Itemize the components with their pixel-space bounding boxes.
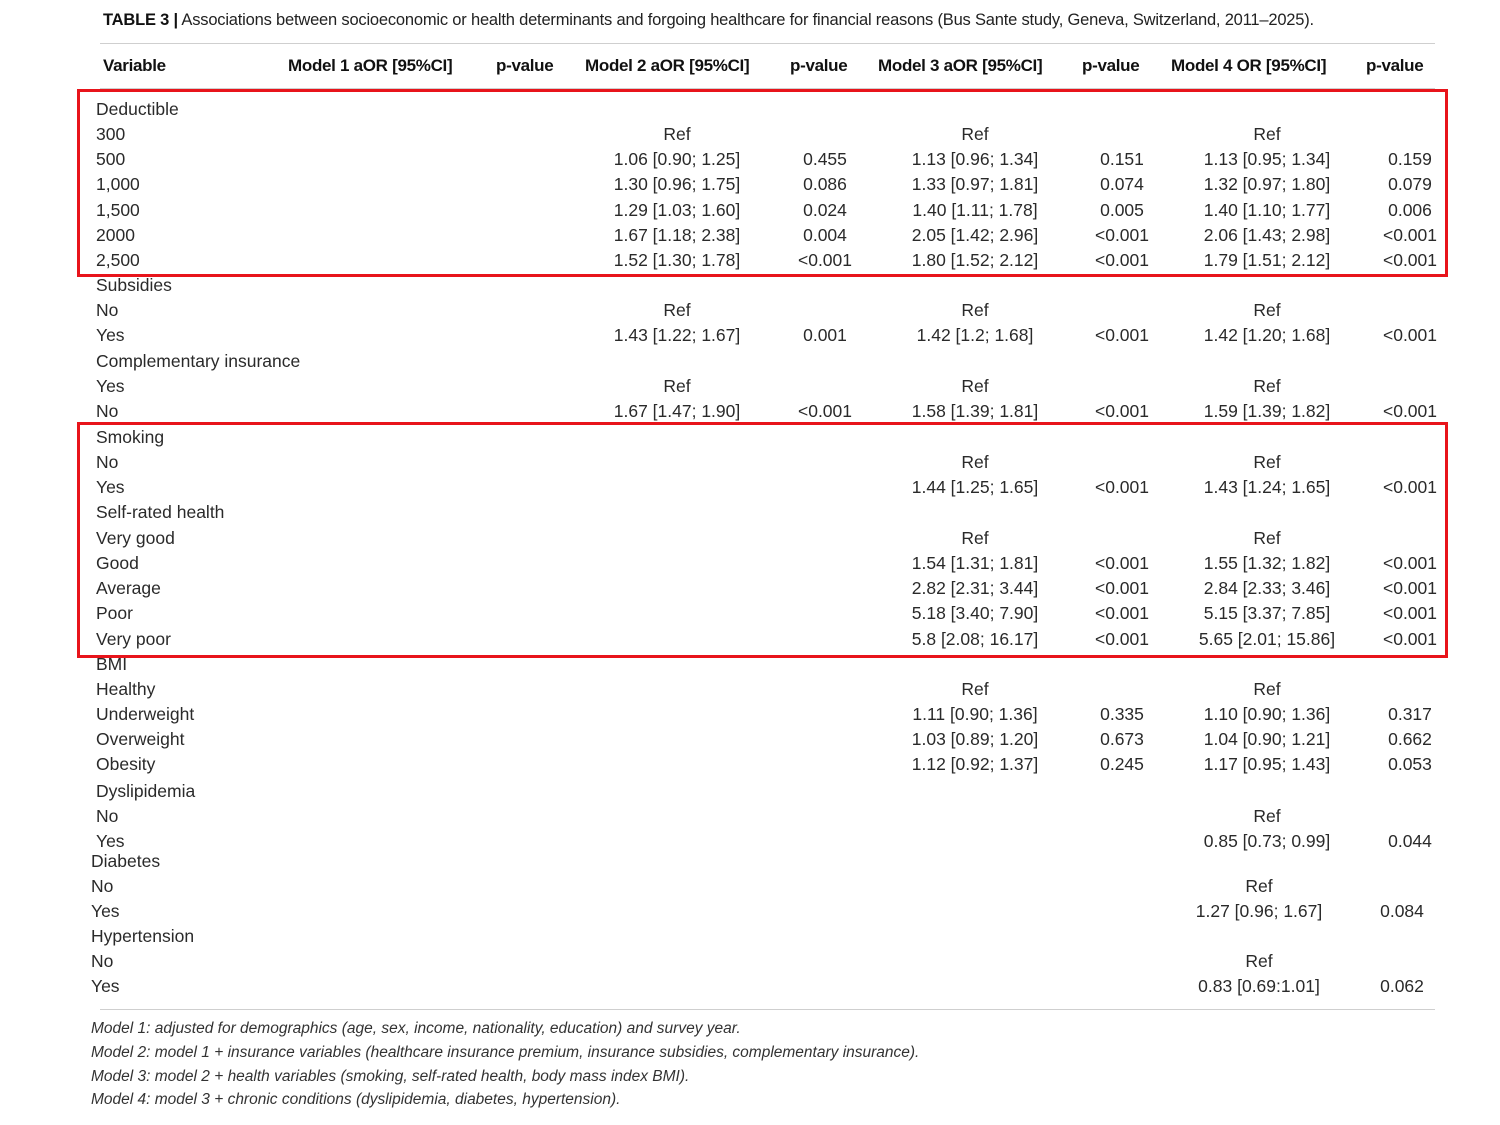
model4-or-cell: 5.65 [2.01; 15.86] — [1198, 629, 1336, 649]
variable-cell: Yes — [91, 976, 120, 996]
variable-cell: No — [96, 806, 119, 826]
model3-pvalue-cell: 0.005 — [1100, 200, 1144, 220]
variable-cell: 300 — [96, 124, 126, 144]
footnote-model2: Model 2: model 1 + insurance variables (healthcare insurance premium, insurance subsidies, complementary insurance). — [91, 1044, 920, 1061]
header-p3: p-value — [1082, 56, 1140, 75]
model3-aor-cell: 1.13 [0.96; 1.34] — [911, 149, 1039, 169]
model4-pvalue-cell: 0.159 — [1388, 149, 1432, 169]
model3-aor-cell: Ref — [961, 376, 989, 396]
header-model1: Model 1 aOR [95%CI] — [288, 56, 453, 75]
model3-pvalue-cell: <0.001 — [1094, 578, 1150, 598]
model3-aor-cell: 5.8 [2.08; 16.17] — [911, 629, 1039, 649]
model3-aor-cell: Ref — [961, 528, 989, 548]
table-row — [0, 702, 1500, 727]
header-p2: p-value — [790, 56, 848, 75]
model3-aor-cell: 2.05 [1.42; 2.96] — [911, 225, 1039, 245]
model2-aor-cell: 1.67 [1.18; 2.38] — [613, 225, 741, 245]
footnote-model1: Model 1: adjusted for demographics (age, sex, income, nationality, education) and survey year. — [91, 1020, 741, 1037]
model2-pvalue-cell: <0.001 — [797, 401, 853, 421]
header-model3: Model 3 aOR [95%CI] — [878, 56, 1043, 75]
variable-cell: Poor — [96, 603, 133, 623]
model4-pvalue-cell: 0.062 — [1380, 976, 1424, 996]
model4-pvalue-cell: 0.662 — [1388, 729, 1432, 749]
footnote-model4: Model 4: model 3 + chronic conditions (dyslipidemia, diabetes, hypertension). — [91, 1091, 621, 1108]
model2-aor-cell: Ref — [663, 376, 691, 396]
model2-pvalue-cell: 0.455 — [803, 149, 847, 169]
variable-cell: Complementary insurance — [96, 351, 301, 371]
model3-pvalue-cell: <0.001 — [1094, 553, 1150, 573]
table-row — [0, 677, 1500, 702]
caption-rule — [100, 43, 1435, 44]
variable-cell: Overweight — [96, 729, 185, 749]
model2-aor-cell: 1.67 [1.47; 1.90] — [613, 401, 741, 421]
model3-aor-cell: Ref — [961, 124, 989, 144]
variable-cell: No — [91, 876, 114, 896]
model4-or-cell: Ref — [1253, 376, 1281, 396]
model4-pvalue-cell: <0.001 — [1382, 578, 1438, 598]
model4-pvalue-cell: 0.084 — [1380, 901, 1424, 921]
model4-or-cell: 2.84 [2.33; 3.46] — [1203, 578, 1331, 598]
variable-cell: Dyslipidemia — [96, 781, 196, 801]
model3-aor-cell: 1.03 [0.89; 1.20] — [911, 729, 1039, 749]
variable-cell: Hypertension — [91, 926, 195, 946]
variable-cell: No — [96, 401, 119, 421]
model2-pvalue-cell: 0.004 — [803, 225, 847, 245]
variable-cell: Good — [96, 553, 139, 573]
table-row — [0, 949, 1500, 974]
model3-pvalue-cell: 0.673 — [1100, 729, 1144, 749]
model3-pvalue-cell: <0.001 — [1094, 325, 1150, 345]
model4-or-cell: 5.15 [3.37; 7.85] — [1203, 603, 1331, 623]
model3-aor-cell: 1.33 [0.97; 1.81] — [911, 174, 1039, 194]
table-row — [0, 924, 1500, 949]
model3-aor-cell: 1.12 [0.92; 1.37] — [911, 754, 1039, 774]
model4-or-cell: Ref — [1253, 124, 1281, 144]
table-row — [0, 399, 1500, 424]
model4-or-cell: Ref — [1245, 951, 1273, 971]
model4-or-cell: 1.59 [1.39; 1.82] — [1203, 401, 1331, 421]
model4-or-cell: Ref — [1253, 679, 1281, 699]
model4-or-cell: 1.04 [0.90; 1.21] — [1203, 729, 1331, 749]
model4-pvalue-cell: <0.001 — [1382, 225, 1438, 245]
model4-or-cell: 1.13 [0.95; 1.34] — [1203, 149, 1331, 169]
highlight-box-health — [77, 422, 1448, 658]
table-row — [0, 899, 1500, 924]
model3-aor-cell: 1.40 [1.11; 1.78] — [912, 200, 1038, 220]
table-caption-label: TABLE 3 | — [103, 11, 178, 29]
model2-pvalue-cell: 0.024 — [803, 200, 847, 220]
model2-pvalue-cell: 0.001 — [803, 325, 847, 345]
variable-cell: 500 — [96, 149, 126, 169]
variable-cell: BMI — [96, 654, 128, 674]
variable-cell: Yes — [96, 477, 125, 497]
variable-cell: 2,500 — [96, 250, 140, 270]
table-row — [0, 779, 1500, 804]
header-p1: p-value — [496, 56, 554, 75]
variable-cell: Healthy — [96, 679, 156, 699]
table-caption — [103, 11, 1314, 30]
model4-or-cell: Ref — [1253, 806, 1281, 826]
variable-cell: Obesity — [96, 754, 156, 774]
model4-or-cell: Ref — [1253, 528, 1281, 548]
variable-cell: Very good — [96, 528, 175, 548]
table-row — [0, 874, 1500, 899]
footnote-model3: Model 3: model 2 + health variables (smoking, self-rated health, body mass index BMI). — [91, 1068, 690, 1085]
variable-cell: Yes — [96, 325, 125, 345]
model3-pvalue-cell: <0.001 — [1094, 603, 1150, 623]
variable-cell: 1,000 — [96, 174, 140, 194]
variable-cell: Yes — [91, 901, 120, 921]
model4-or-cell: 1.40 [1.10; 1.77] — [1203, 200, 1331, 220]
variable-cell: No — [96, 300, 119, 320]
model4-pvalue-cell: 0.006 — [1388, 200, 1432, 220]
model2-aor-cell: 1.30 [0.96; 1.75] — [613, 174, 741, 194]
model4-or-cell: 1.55 [1.32; 1.82] — [1203, 553, 1331, 573]
header-variable: Variable — [103, 56, 166, 75]
model2-aor-cell: 1.52 [1.30; 1.78] — [613, 250, 741, 270]
variable-cell: No — [96, 452, 119, 472]
variable-cell: Yes — [96, 376, 125, 396]
model2-aor-cell: 1.06 [0.90; 1.25] — [613, 149, 741, 169]
model3-aor-cell: 1.11 [0.90; 1.36] — [912, 704, 1038, 724]
model3-aor-cell: Ref — [961, 300, 989, 320]
model3-pvalue-cell: 0.151 — [1100, 149, 1144, 169]
model2-aor-cell: 1.43 [1.22; 1.67] — [613, 325, 741, 345]
model3-pvalue-cell: 0.074 — [1100, 174, 1144, 194]
model4-pvalue-cell: 0.079 — [1388, 174, 1432, 194]
model4-pvalue-cell: <0.001 — [1382, 629, 1438, 649]
header-model4: Model 4 OR [95%CI] — [1171, 56, 1327, 75]
variable-cell: Diabetes — [91, 851, 161, 871]
variable-cell: Yes — [96, 831, 125, 851]
model3-aor-cell: Ref — [961, 679, 989, 699]
table-row — [0, 974, 1500, 999]
model4-or-cell: 2.06 [1.43; 2.98] — [1203, 225, 1331, 245]
table-caption-text: Associations between socioeconomic or health determinants and forgoing healthcare for financial reasons (Bus Sante study, Geneva, Switzerland, 2011–2025). — [177, 11, 1314, 29]
header-model2: Model 2 aOR [95%CI] — [585, 56, 750, 75]
model4-pvalue-cell: <0.001 — [1382, 477, 1438, 497]
variable-cell: Subsidies — [96, 275, 172, 295]
model2-aor-cell: Ref — [663, 124, 691, 144]
variable-cell: Very poor — [96, 629, 171, 649]
model4-pvalue-cell: 0.053 — [1388, 754, 1432, 774]
model3-aor-cell: 1.58 [1.39; 1.81] — [911, 401, 1039, 421]
table-row — [0, 804, 1500, 829]
table-row — [0, 752, 1500, 777]
model3-aor-cell: 5.18 [3.40; 7.90] — [911, 603, 1039, 623]
model3-pvalue-cell: 0.335 — [1100, 704, 1144, 724]
model4-pvalue-cell: <0.001 — [1382, 325, 1438, 345]
model3-pvalue-cell: <0.001 — [1094, 225, 1150, 245]
table-row — [0, 727, 1500, 752]
model3-pvalue-cell: <0.001 — [1094, 629, 1150, 649]
model3-pvalue-cell: <0.001 — [1094, 250, 1150, 270]
variable-cell: Smoking — [96, 427, 165, 447]
variable-cell: 1,500 — [96, 200, 140, 220]
model3-aor-cell: 1.54 [1.31; 1.81] — [911, 553, 1039, 573]
model3-aor-cell: 1.80 [1.52; 2.12] — [911, 250, 1039, 270]
model4-pvalue-cell: <0.001 — [1382, 250, 1438, 270]
model3-aor-cell: 2.82 [2.31; 3.44] — [911, 578, 1039, 598]
variable-cell: Self-rated health — [96, 502, 225, 522]
model4-or-cell: 0.85 [0.73; 0.99] — [1203, 831, 1331, 851]
model4-or-cell: Ref — [1253, 300, 1281, 320]
table-row — [0, 849, 1500, 874]
model4-or-cell: Ref — [1253, 452, 1281, 472]
model3-pvalue-cell: <0.001 — [1094, 477, 1150, 497]
model4-pvalue-cell: 0.044 — [1388, 831, 1432, 851]
model2-pvalue-cell: 0.086 — [803, 174, 847, 194]
model4-or-cell: 0.83 [0.69:1.01] — [1198, 976, 1320, 996]
model4-or-cell: 1.79 [1.51; 2.12] — [1203, 250, 1331, 270]
model4-or-cell: Ref — [1245, 876, 1273, 896]
model4-or-cell: 1.43 [1.24; 1.65] — [1203, 477, 1331, 497]
model2-pvalue-cell: <0.001 — [797, 250, 853, 270]
header-p4: p-value — [1366, 56, 1424, 75]
model4-pvalue-cell: <0.001 — [1382, 553, 1438, 573]
footer-rule — [100, 1009, 1435, 1010]
model4-or-cell: 1.42 [1.20; 1.68] — [1203, 325, 1331, 345]
variable-cell: Deductible — [96, 99, 179, 119]
model3-pvalue-cell: <0.001 — [1094, 401, 1150, 421]
table-row — [0, 298, 1500, 323]
model3-aor-cell: 1.44 [1.25; 1.65] — [911, 477, 1039, 497]
table-row — [0, 323, 1500, 348]
table-row — [0, 374, 1500, 399]
variable-cell: 2000 — [96, 225, 135, 245]
model3-aor-cell: 1.42 [1.2; 1.68] — [916, 325, 1034, 345]
model4-pvalue-cell: <0.001 — [1382, 401, 1438, 421]
model4-or-cell: 1.10 [0.90; 1.36] — [1203, 704, 1331, 724]
model4-or-cell: 1.27 [0.96; 1.67] — [1195, 901, 1323, 921]
model4-pvalue-cell: 0.317 — [1388, 704, 1432, 724]
highlight-box-deductible — [77, 89, 1448, 277]
variable-cell: Average — [96, 578, 161, 598]
variable-cell: No — [91, 951, 114, 971]
model2-aor-cell: 1.29 [1.03; 1.60] — [613, 200, 741, 220]
model3-pvalue-cell: 0.245 — [1100, 754, 1144, 774]
model3-aor-cell: Ref — [961, 452, 989, 472]
model4-or-cell: 1.17 [0.95; 1.43] — [1203, 754, 1331, 774]
model4-pvalue-cell: <0.001 — [1382, 603, 1438, 623]
variable-cell: Underweight — [96, 704, 195, 724]
model4-or-cell: 1.32 [0.97; 1.80] — [1203, 174, 1331, 194]
table-row — [0, 349, 1500, 374]
model2-aor-cell: Ref — [663, 300, 691, 320]
